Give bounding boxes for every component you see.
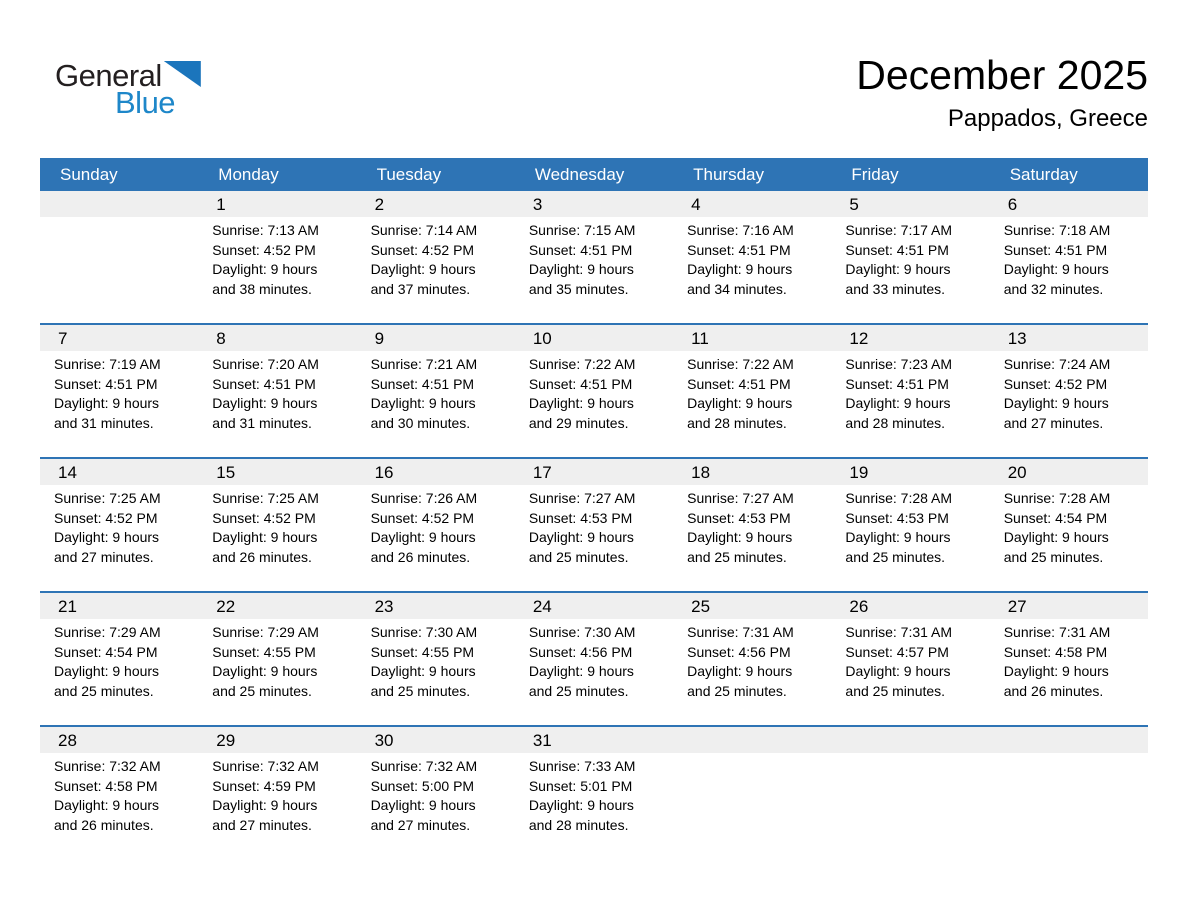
day-details (198, 619, 356, 701)
day-sunrise-text: Sunrise: 7:33 AM (528, 758, 636, 774)
day-details (831, 217, 989, 299)
day-daylight2-text: and 28 minutes. (845, 414, 946, 431)
day-number: 17 (515, 459, 673, 485)
day-daylight2-text: and 25 minutes. (528, 682, 629, 699)
day-sunrise-text: Sunrise: 7:29 AM (212, 624, 319, 640)
day-sunrise-text: Sunrise: 7:14 AM (370, 222, 478, 238)
day-cell-12 (831, 325, 989, 457)
day-daylight1-text: Daylight: 9 hours (528, 395, 634, 411)
day-sunrise-text: Sunrise: 7:27 AM (528, 490, 636, 506)
day-sunrise-text: Sunrise: 7:13 AM (212, 222, 319, 238)
day-number-empty (990, 727, 1148, 753)
day-sunrise-text: Sunrise: 7:28 AM (1003, 490, 1111, 506)
day-cell-1 (198, 191, 356, 323)
day-daylight1-text: Daylight: 9 hours (212, 663, 318, 679)
title-block (856, 52, 1148, 134)
day-number: 22 (198, 593, 356, 619)
day-details (831, 619, 989, 701)
day-cell-2 (357, 191, 515, 323)
day-daylight2-text: and 31 minutes. (54, 414, 154, 431)
logo-text-general: General (55, 58, 162, 93)
day-sunset-text: Sunset: 4:56 PM (528, 643, 633, 660)
day-sunrise-text: Sunrise: 7:17 AM (845, 222, 953, 238)
day-sunset-text: Sunset: 4:52 PM (370, 509, 475, 526)
day-cell-23 (357, 593, 515, 725)
day-cell-10 (515, 325, 673, 457)
empty-day-cell (831, 727, 989, 859)
day-sunrise-text: Sunrise: 7:31 AM (845, 624, 953, 640)
day-sunset-text: Sunset: 4:51 PM (528, 241, 633, 258)
week-row-3 (40, 457, 1148, 591)
day-details (198, 485, 356, 567)
day-number: 13 (990, 325, 1148, 351)
day-number: 23 (357, 593, 515, 619)
empty-day-cell (40, 191, 198, 323)
day-cell-26 (831, 593, 989, 725)
day-sunset-text: Sunset: 4:51 PM (1003, 241, 1108, 258)
logo (55, 60, 201, 118)
day-sunrise-text: Sunrise: 7:19 AM (54, 356, 161, 372)
day-daylight2-text: and 25 minutes. (687, 682, 787, 699)
day-cell-20 (990, 459, 1148, 591)
day-cell-17 (515, 459, 673, 591)
day-sunset-text: Sunset: 5:01 PM (528, 777, 633, 794)
day-sunset-text: Sunset: 4:53 PM (687, 509, 791, 526)
day-daylight1-text: Daylight: 9 hours (528, 529, 634, 545)
day-cell-30 (357, 727, 515, 859)
day-daylight2-text: and 25 minutes. (54, 682, 154, 699)
day-number-empty (40, 191, 198, 217)
day-cell-25 (673, 593, 831, 725)
day-details (673, 217, 831, 299)
day-details (990, 619, 1148, 701)
page-subtitle: Pappados, Greece (947, 105, 1148, 133)
day-daylight2-text: and 38 minutes. (212, 280, 312, 297)
day-daylight1-text: Daylight: 9 hours (370, 261, 476, 277)
day-details (357, 619, 515, 701)
weekday-header-thursday: Thursday (693, 165, 765, 184)
week-row-2 (40, 323, 1148, 457)
day-daylight2-text: and 30 minutes. (370, 414, 471, 431)
day-sunrise-text: Sunrise: 7:32 AM (54, 758, 161, 774)
day-details (990, 217, 1148, 299)
weekday-header-monday: Monday (218, 165, 279, 184)
day-sunset-text: Sunset: 4:51 PM (212, 375, 316, 392)
day-daylight1-text: Daylight: 9 hours (212, 395, 318, 411)
day-details (515, 351, 673, 433)
day-sunset-text: Sunset: 4:51 PM (845, 241, 949, 258)
day-sunrise-text: Sunrise: 7:24 AM (1003, 356, 1111, 372)
day-cell-31 (515, 727, 673, 859)
day-sunset-text: Sunset: 4:52 PM (212, 509, 316, 526)
day-daylight1-text: Daylight: 9 hours (212, 797, 318, 813)
day-sunset-text: Sunset: 4:56 PM (687, 643, 791, 660)
calendar-weeks (40, 191, 1148, 859)
day-sunset-text: Sunset: 4:55 PM (212, 643, 316, 660)
day-sunset-text: Sunset: 4:54 PM (1003, 509, 1108, 526)
day-sunset-text: Sunset: 4:59 PM (212, 777, 316, 794)
day-sunrise-text: Sunrise: 7:28 AM (845, 490, 953, 506)
day-details (357, 753, 515, 835)
day-cell-9 (357, 325, 515, 457)
day-daylight1-text: Daylight: 9 hours (528, 797, 634, 813)
day-sunset-text: Sunset: 4:51 PM (528, 375, 633, 392)
day-details (515, 485, 673, 567)
day-daylight2-text: and 26 minutes. (370, 548, 471, 565)
day-daylight1-text: Daylight: 9 hours (370, 797, 476, 813)
day-daylight2-text: and 27 minutes. (54, 548, 154, 565)
day-details (990, 351, 1148, 433)
day-daylight1-text: Daylight: 9 hours (1003, 529, 1109, 545)
day-details (515, 217, 673, 299)
empty-day-cell (673, 727, 831, 859)
day-number: 8 (198, 325, 356, 351)
day-sunrise-text: Sunrise: 7:15 AM (528, 222, 636, 238)
day-daylight2-text: and 33 minutes. (845, 280, 946, 297)
day-sunset-text: Sunset: 4:51 PM (54, 375, 158, 392)
day-cell-13 (990, 325, 1148, 457)
day-daylight1-text: Daylight: 9 hours (1003, 261, 1109, 277)
day-number: 19 (831, 459, 989, 485)
day-cell-21 (40, 593, 198, 725)
day-daylight1-text: Daylight: 9 hours (370, 395, 476, 411)
day-daylight2-text: and 28 minutes. (528, 816, 629, 833)
day-details (357, 485, 515, 567)
day-cell-3 (515, 191, 673, 323)
day-daylight1-text: Daylight: 9 hours (528, 261, 634, 277)
day-details (515, 753, 673, 835)
day-number: 16 (357, 459, 515, 485)
weekday-header-tuesday: Tuesday (376, 165, 442, 184)
day-number-empty (831, 727, 989, 753)
day-number: 15 (198, 459, 356, 485)
day-daylight1-text: Daylight: 9 hours (687, 261, 793, 277)
day-daylight2-text: and 28 minutes. (687, 414, 787, 431)
day-details (40, 485, 198, 567)
weekday-header-wednesday: Wednesday (534, 165, 625, 184)
day-sunset-text: Sunset: 4:53 PM (528, 509, 633, 526)
day-sunset-text: Sunset: 4:51 PM (370, 375, 475, 392)
day-number: 30 (357, 727, 515, 753)
day-details (40, 619, 198, 701)
day-cell-28 (40, 727, 198, 859)
day-number: 21 (40, 593, 198, 619)
day-cell-8 (198, 325, 356, 457)
day-sunrise-text: Sunrise: 7:22 AM (528, 356, 636, 372)
day-daylight1-text: Daylight: 9 hours (1003, 663, 1109, 679)
week-row-4 (40, 591, 1148, 725)
day-sunset-text: Sunset: 4:53 PM (845, 509, 949, 526)
day-daylight1-text: Daylight: 9 hours (845, 663, 951, 679)
weekday-header-row (40, 158, 1148, 191)
day-sunset-text: Sunset: 4:58 PM (54, 777, 158, 794)
day-number: 26 (831, 593, 989, 619)
day-sunset-text: Sunset: 4:52 PM (54, 509, 158, 526)
day-sunrise-text: Sunrise: 7:27 AM (687, 490, 794, 506)
day-details (831, 485, 989, 567)
day-cell-27 (990, 593, 1148, 725)
day-daylight1-text: Daylight: 9 hours (845, 261, 951, 277)
day-daylight2-text: and 25 minutes. (212, 682, 312, 699)
day-details (40, 753, 198, 835)
day-daylight1-text: Daylight: 9 hours (212, 261, 318, 277)
day-sunset-text: Sunset: 4:57 PM (845, 643, 949, 660)
day-number: 4 (673, 191, 831, 217)
day-cell-14 (40, 459, 198, 591)
calendar-table (40, 158, 1148, 859)
day-number: 2 (357, 191, 515, 217)
day-sunset-text: Sunset: 4:54 PM (54, 643, 158, 660)
day-sunrise-text: Sunrise: 7:32 AM (212, 758, 319, 774)
weekday-header-friday: Friday (851, 165, 899, 184)
day-daylight1-text: Daylight: 9 hours (54, 797, 160, 813)
page-title: December 2025 (856, 52, 1148, 98)
day-daylight2-text: and 31 minutes. (212, 414, 312, 431)
day-daylight2-text: and 25 minutes. (370, 682, 471, 699)
day-daylight2-text: and 25 minutes. (845, 548, 946, 565)
day-number: 18 (673, 459, 831, 485)
day-cell-7 (40, 325, 198, 457)
day-sunset-text: Sunset: 4:52 PM (1003, 375, 1108, 392)
day-daylight1-text: Daylight: 9 hours (687, 529, 793, 545)
day-daylight2-text: and 37 minutes. (370, 280, 471, 297)
day-sunrise-text: Sunrise: 7:23 AM (845, 356, 953, 372)
day-daylight2-text: and 25 minutes. (687, 548, 787, 565)
day-daylight2-text: and 25 minutes. (528, 548, 629, 565)
day-number: 3 (515, 191, 673, 217)
day-details (673, 351, 831, 433)
day-sunrise-text: Sunrise: 7:20 AM (212, 356, 319, 372)
day-sunrise-text: Sunrise: 7:32 AM (370, 758, 478, 774)
day-sunrise-text: Sunrise: 7:29 AM (54, 624, 161, 640)
day-details (357, 351, 515, 433)
day-daylight1-text: Daylight: 9 hours (845, 529, 951, 545)
day-sunset-text: Sunset: 4:51 PM (687, 375, 791, 392)
day-sunrise-text: Sunrise: 7:18 AM (1003, 222, 1111, 238)
day-daylight2-text: and 34 minutes. (687, 280, 787, 297)
day-daylight2-text: and 29 minutes. (528, 414, 629, 431)
week-row-5 (40, 725, 1148, 859)
day-number: 25 (673, 593, 831, 619)
day-daylight2-text: and 35 minutes. (528, 280, 629, 297)
day-daylight2-text: and 26 minutes. (54, 816, 154, 833)
day-sunset-text: Sunset: 4:55 PM (370, 643, 475, 660)
day-number: 11 (673, 325, 831, 351)
day-sunset-text: Sunset: 4:52 PM (370, 241, 475, 258)
day-details (673, 485, 831, 567)
day-details (515, 619, 673, 701)
day-number: 29 (198, 727, 356, 753)
day-daylight1-text: Daylight: 9 hours (1003, 395, 1109, 411)
day-daylight2-text: and 32 minutes. (1003, 280, 1104, 297)
day-number-empty (673, 727, 831, 753)
day-details (198, 351, 356, 433)
empty-day-cell (990, 727, 1148, 859)
weekday-header-sunday: Sunday (60, 165, 118, 184)
day-daylight1-text: Daylight: 9 hours (845, 395, 951, 411)
day-sunrise-text: Sunrise: 7:30 AM (370, 624, 478, 640)
logo-text-blue: Blue (115, 85, 176, 120)
day-cell-19 (831, 459, 989, 591)
day-details (40, 351, 198, 433)
day-cell-16 (357, 459, 515, 591)
day-number: 12 (831, 325, 989, 351)
day-sunrise-text: Sunrise: 7:25 AM (212, 490, 319, 506)
day-cell-4 (673, 191, 831, 323)
weekday-header-saturday: Saturday (1009, 165, 1078, 184)
day-daylight1-text: Daylight: 9 hours (54, 529, 160, 545)
day-sunrise-text: Sunrise: 7:31 AM (687, 624, 794, 640)
day-details (990, 485, 1148, 567)
day-daylight1-text: Daylight: 9 hours (370, 529, 476, 545)
day-daylight2-text: and 25 minutes. (1003, 548, 1104, 565)
day-number: 1 (198, 191, 356, 217)
day-details (673, 619, 831, 701)
day-sunrise-text: Sunrise: 7:16 AM (687, 222, 794, 238)
day-sunrise-text: Sunrise: 7:26 AM (370, 490, 478, 506)
day-daylight2-text: and 27 minutes. (1003, 414, 1104, 431)
day-cell-22 (198, 593, 356, 725)
day-sunset-text: Sunset: 4:58 PM (1003, 643, 1108, 660)
day-number: 5 (831, 191, 989, 217)
day-number: 10 (515, 325, 673, 351)
day-daylight1-text: Daylight: 9 hours (528, 663, 634, 679)
day-number: 9 (357, 325, 515, 351)
day-number: 14 (40, 459, 198, 485)
day-cell-6 (990, 191, 1148, 323)
day-sunrise-text: Sunrise: 7:25 AM (54, 490, 161, 506)
week-row-1 (40, 191, 1148, 323)
day-daylight1-text: Daylight: 9 hours (687, 395, 793, 411)
day-number: 31 (515, 727, 673, 753)
day-cell-29 (198, 727, 356, 859)
day-daylight2-text: and 25 minutes. (845, 682, 946, 699)
day-daylight2-text: and 26 minutes. (1003, 682, 1104, 699)
day-sunset-text: Sunset: 4:51 PM (687, 241, 791, 258)
day-sunrise-text: Sunrise: 7:31 AM (1003, 624, 1111, 640)
day-cell-15 (198, 459, 356, 591)
day-sunrise-text: Sunrise: 7:30 AM (528, 624, 636, 640)
day-cell-11 (673, 325, 831, 457)
day-daylight2-text: and 26 minutes. (212, 548, 312, 565)
day-number: 24 (515, 593, 673, 619)
day-number: 20 (990, 459, 1148, 485)
day-sunset-text: Sunset: 5:00 PM (370, 777, 475, 794)
day-sunset-text: Sunset: 4:51 PM (845, 375, 949, 392)
day-daylight1-text: Daylight: 9 hours (687, 663, 793, 679)
day-daylight1-text: Daylight: 9 hours (54, 663, 160, 679)
day-daylight1-text: Daylight: 9 hours (212, 529, 318, 545)
day-number: 7 (40, 325, 198, 351)
day-sunrise-text: Sunrise: 7:22 AM (687, 356, 794, 372)
day-daylight2-text: and 27 minutes. (370, 816, 471, 833)
day-details (357, 217, 515, 299)
day-daylight2-text: and 27 minutes. (212, 816, 312, 833)
day-number: 6 (990, 191, 1148, 217)
day-cell-18 (673, 459, 831, 591)
day-details (831, 351, 989, 433)
day-number: 27 (990, 593, 1148, 619)
day-sunset-text: Sunset: 4:52 PM (212, 241, 316, 258)
day-cell-24 (515, 593, 673, 725)
day-details (198, 753, 356, 835)
day-cell-5 (831, 191, 989, 323)
logo-triangle-icon (164, 61, 201, 87)
day-details (198, 217, 356, 299)
day-daylight1-text: Daylight: 9 hours (54, 395, 160, 411)
day-number: 28 (40, 727, 198, 753)
day-sunrise-text: Sunrise: 7:21 AM (370, 356, 478, 372)
day-daylight1-text: Daylight: 9 hours (370, 663, 476, 679)
